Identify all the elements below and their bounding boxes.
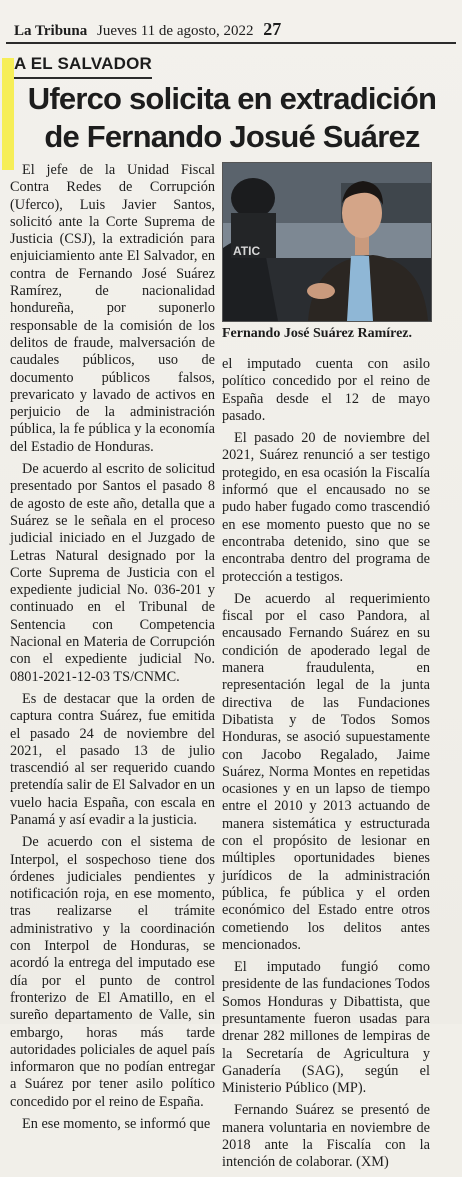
masthead-rule <box>6 42 456 44</box>
paragraph: En ese momento, se informó que <box>22 1116 211 1133</box>
photo-caption: Fernando José Suárez Ramírez. <box>222 326 413 341</box>
article-column-2 <box>222 356 430 1177</box>
masthead <box>14 19 454 39</box>
headline-line-2: de Fernando Josué Suárez <box>44 119 420 154</box>
paragraph: De acuerdo con el sistema de Interpol, el sospechoso tiene dos órdenes judiciales pendientes y notificación roja, en ese momento, tras realizarse el trámite administrativo y la coordinación con Interpol de Honduras, se acordó la entrega del imputado ese día por el punto de control fronterizo de El Amatillo, en el sureño departamento de Valle, sin embargo, horas más tarde autoridades policiales de aquel país informaron que no podían entregar a Suárez por tener asilo político concedido por el reino de España. <box>10 834 215 1110</box>
paragraph: Fernando Suárez se presentó de manera voluntaria en noviembre de 2018 ante la Fiscalía con la intención de colaborar. (XM) <box>222 1102 430 1171</box>
paragraph: De acuerdo al escrito de solicitud presentado por Santos el pasado 8 de agosto de este año, detalla que a Suárez se le señala en el proceso judicial iniciado en el Juzgado de Letras Natural designado por la Corte Suprema de Justicia con el expediente judicial No. 036-201 y continuado en el Tribunal de Sentencia con Competencia Nacional en Materia de Corrupción con el expediente judicial No. 0801-2021-12-03 TS/CNMC. <box>10 461 215 685</box>
section-label: A EL SALVADOR <box>14 54 152 79</box>
vest-label: ATIC <box>233 244 261 258</box>
paragraph: Es de destacar que la orden de captura contra Suárez, fue emitida el pasado 24 de noviembre del 2021, el pasado 13 de julio trascendió al ser requerido cuando pretendía salir de El Salvador en un vuelo hacia España, con escala en Panamá y así evadir a la justicia. <box>10 690 215 828</box>
article-column-1 <box>10 162 215 1138</box>
paragraph: De acuerdo al requerimiento fiscal por el caso Pandora, al encausado Fernando Suárez en su condición de apoderado legal de manera fraudulenta, en representación legal de la junta directiva de las Fundaciones Dibatista y de Todos Somos Honduras, se asoció supuestamente con Jacobo Regalado, Jaime Suárez, Norma Montes en repetidas ocasiones y en un lapso de tiempo entre el 2010 y 2013 actuando de manera sistemática y estructurada con el propósito de lesionar en múltiples oportunidades bienes jurídicos de la administración pública, fe pública y el orden económico del Estado entre otros cometiendo los delitos antes mencionados. <box>222 590 430 953</box>
newspaper-name: La Tribuna <box>14 23 88 39</box>
headline <box>12 80 452 156</box>
photo-illustration <box>223 163 431 321</box>
paragraph: El jefe de la Unidad Fiscal Contra Redes de Corrupción (Uferco), Luis Javier Santos, solicitó ante la Corte Suprema de Justicia (CSJ), la extradición para enjuiciamiento ante El Salvador, en contra de Fernando José Suárez Ramírez, de nacionalidad hondureña, por suponerlo responsable de la comisión de los delitos de fraude, malversación de caudales públicos, uso de documento públicos falsos, prevaricato y lavado de activos en perjuicio de la administración pública, la fe pública y la economía del Estadio de Honduras. <box>10 162 215 455</box>
headline-line-1: Uferco solicita en extradición <box>27 81 437 116</box>
issue-date: Jueves 11 de agosto, 2022 <box>96 23 254 39</box>
paragraph: el imputado cuenta con asilo político concedido por el reino de España desde el 12 de mayo pasado. <box>222 356 430 424</box>
news-photo <box>222 162 432 322</box>
paragraph: El pasado 20 de noviembre del 2021, Suárez renunció a ser testigo protegido, en esa ocasión la Fiscalía informó que el encausado no se pudo haber fugado como trascendió en ese momento puesto que no se encontraba detenido, sino que se encontraba dentro del programa de protección a testigos. <box>222 430 430 585</box>
paragraph: El imputado fungió como presidente de las fundaciones Todos Somos Honduras y Dibattista, que presuntamente fueron usadas para drenar 282 millones de lempiras de la Secretaría de Agricultura y Ganadería (SAG), según el Ministerio Público (MP). <box>222 959 430 1097</box>
page-number: 27 <box>263 19 282 39</box>
